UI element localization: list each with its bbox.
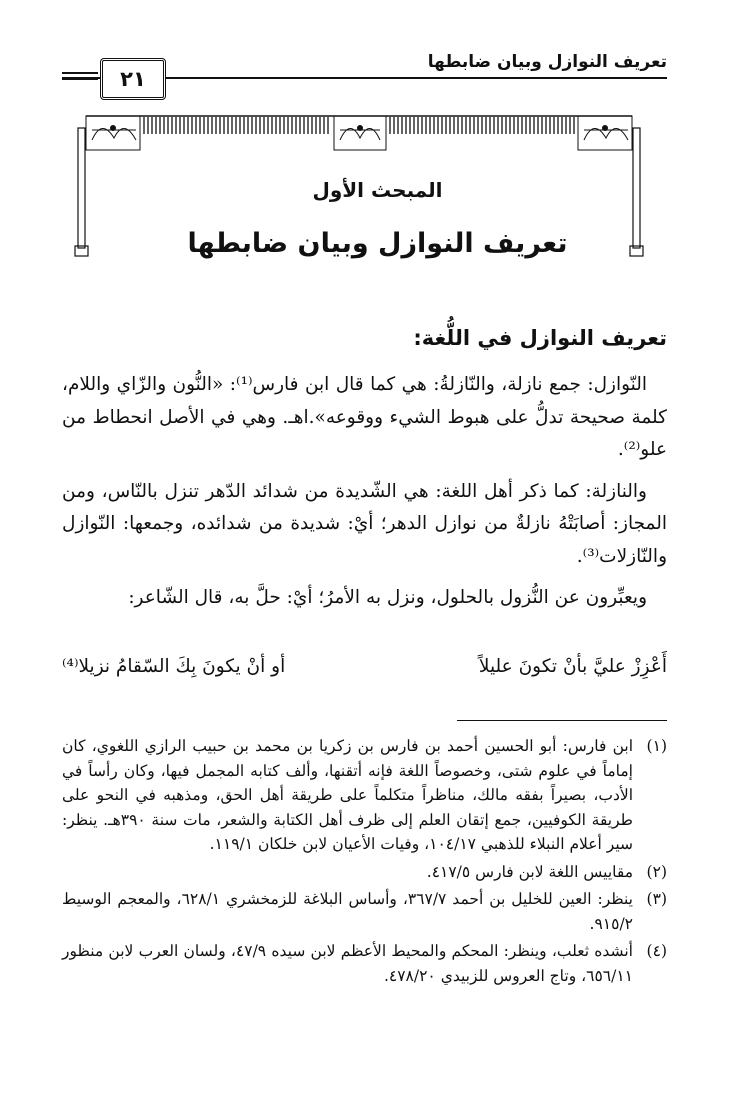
verse <box>62 656 667 677</box>
running-title: تعريف النوازل وبيان ضابطها <box>427 52 667 72</box>
section-label: المبحث الأول <box>312 178 443 202</box>
footnotes <box>62 734 667 991</box>
footnote <box>62 734 667 857</box>
footnote-number: (٤) <box>646 942 667 960</box>
subheading: تعريف النوازل في اللُّغة: <box>413 326 667 350</box>
paragraph: والنازلة: كما ذكر أهل اللغة: هي الشّديدة من شدائد الدّهر تنزل بالنّاس، ومن المجاز: أصابَتْهُ نازلةٌ من نوازل الدهر؛ أيْ: شديدة من شدائده، وجمعها: النّوازل والنّازلات⁽³⁾. <box>62 480 667 567</box>
paragraph: ويعبِّرون عن النُّزول بالحلول، ونزل به الأمرُ؛ أيْ: حلَّ به، قال الشّاعر: <box>128 587 647 608</box>
paragraph: النّوازل: جمع نازلة، والنّازلةُ: هي كما قال ابن فارس⁽¹⁾: «النُّون والزّاي واللام، كلمة صحيحة تدلُّ على هبوط الشيء ووقوعه».اهـ. وهي في الأصل انحطاط من علو⁽²⁾. <box>62 374 667 460</box>
footnote <box>62 939 667 988</box>
footnote <box>62 860 667 885</box>
body-text <box>62 369 667 624</box>
verse-first-hemistich: أَعْزِزْ عليَّ بأنْ تكونَ عليلاً <box>478 656 667 677</box>
footnote-number: (١) <box>646 737 667 755</box>
verse-second-hemistich: أو أنْ يكونَ بِكَ السّقامُ نزيلا⁽⁴⁾ <box>62 656 286 677</box>
footnote-number: (٣) <box>646 890 667 908</box>
section-title: تعريف النوازل وبيان ضابطها <box>187 228 568 259</box>
footnote-text: أنشده ثعلب، وينظر: المحكم والمحيط الأعظم لابن سيده ٤٧/٩، ولسان العرب لابن منظور ٦٥٦/١١، وتاج العروس للزبيدي ٤٧٨/٢٠. <box>62 942 633 985</box>
page-number: ٢١ <box>100 58 166 100</box>
footnote-text: ابن فارس: أبو الحسين أحمد بن فارس بن زكريا بن محمد بن حبيب الرازي اللغوي، كان إماماً في علوم شتى، وخصوصاً اللغة فإنه أتقنها، وألف كتابه المجمل فيها، وكان رأساً في الأدب، بصيراً بفقه مالك، مناظراً متكلماً على طريقة أهل الحق، ومذهبه في النحو على طريقة الكوفيين، جمع إتقان العلم إلى ظرف أهل الكتابة والشعر، مات سنة ٣٩٠هـ. ينظر: سير أعلام النبلاء للذهبي ١٠٤/١٧، وفيات الأعيان لابن خلكان ١١٩/١. <box>62 737 633 853</box>
footnote-text: مقاييس اللغة لابن فارس ٤١٧/٥. <box>426 862 633 881</box>
footnote-number: (٢) <box>646 862 667 881</box>
footnote <box>62 887 667 936</box>
footnote-rule <box>457 720 667 721</box>
footnote-text: ينظر: العين للخليل بن أحمد ٣٦٧/٧، وأساس البلاغة للزمخشري ٦٢٨/١، والمعجم الوسيط ٩١٥/٢. <box>62 890 633 933</box>
